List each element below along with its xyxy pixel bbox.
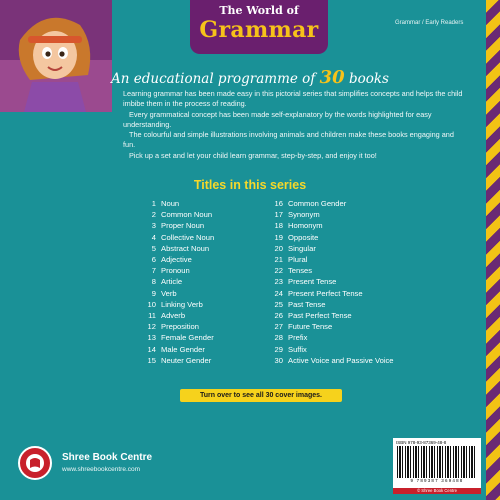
title-number: 21 [274,255,283,265]
title-number: 29 [274,344,283,354]
titles-list-left [138,198,214,366]
title-name: Proper Noun [161,221,205,231]
title-name: Noun [161,199,180,208]
title-name: Singular [288,243,316,253]
title-name: Neuter Gender [161,355,212,365]
title-name: Prefix [288,333,308,343]
title-number: 3 [151,221,156,231]
title-item [265,332,394,343]
title-number: 12 [147,322,156,332]
title-item [265,243,394,254]
title-item [265,310,394,321]
title-name: Opposite [288,232,319,242]
title-name: Common Noun [161,210,213,220]
title-name: Present Perfect Tense [288,288,363,298]
title-number: 7 [151,266,156,276]
title-item [265,276,394,287]
title-number: 10 [147,299,156,309]
title-item [265,299,394,310]
title-number: 9 [151,288,156,298]
title-item [138,310,214,321]
logo-main-text: Grammar [199,17,319,43]
title-item [138,276,214,287]
title-item [138,299,214,310]
title-item [265,321,394,332]
title-item [138,321,214,332]
title-name: Adverb [161,311,186,321]
barcode [393,438,481,494]
title-number: 1 [151,199,156,208]
title-name: Active Voice and Passive Voice [288,355,394,365]
series-logo [190,0,328,54]
title-number: 19 [274,232,283,242]
description-paragraph: Pick up a set and let your child learn grammar, step-by-step, and enjoy it too! [129,150,377,160]
title-item [265,209,394,220]
title-name: Future Tense [288,322,333,332]
title-name: Common Gender [288,199,347,208]
title-number: 30 [274,355,283,365]
description-paragraph: Learning grammar has been made easy in this pictorial series that simplifies concepts and helps the child imbibe them in the process of reading. [123,89,463,109]
title-item [138,254,214,265]
title-number: 26 [274,311,283,321]
title-number: 8 [151,277,156,287]
title-number: 27 [274,322,283,332]
title-item [138,355,214,366]
title-number: 17 [274,210,283,220]
title-number: 18 [274,221,283,231]
title-number: 22 [274,266,283,276]
title-number: 25 [274,299,283,309]
title-number: 4 [151,232,156,242]
title-number: 28 [274,333,283,343]
title-name: Adjective [161,255,192,265]
title-name: Female Gender [161,333,214,343]
title-item [138,344,214,355]
tagline-before: An educational programme of [111,71,320,87]
title-name: Male Gender [161,344,205,354]
title-number: 14 [147,344,156,354]
title-number: 15 [147,355,156,365]
isbn-text: ISBN 978-93-87369-48-8 [396,440,447,445]
publisher-logo-icon [18,446,52,480]
title-name: Present Tense [288,277,337,287]
category-label: Grammar / Early Readers [395,20,464,26]
title-name: Abstract Noun [161,243,210,253]
title-item [138,232,214,243]
turn-over-banner: Turn over to see all 30 cover images. [180,389,342,402]
title-item [138,332,214,343]
title-name: Verb [161,288,177,298]
title-number: 13 [147,333,156,343]
description-paragraph: Every grammatical concept has been made self-explanatory by the words highlighted for easy understanding. [123,109,432,129]
title-name: Collective Noun [161,232,215,242]
title-number: 24 [274,288,283,298]
tagline-after: books [344,71,389,87]
title-number: 16 [274,199,283,208]
description-paragraph: The colourful and simple illustrations involving animals and children make these books engaging and fun. [123,130,454,150]
title-item [265,220,394,231]
title-item [138,209,214,220]
barcode-bars [397,446,477,478]
title-name: Past Perfect Tense [288,311,352,321]
title-number: 6 [151,255,156,265]
title-name: Pronoun [161,266,190,276]
title-item [265,344,394,355]
barcode-footer: © Shree Book Centre [393,488,481,494]
title-name: Linking Verb [161,299,203,309]
title-number: 5 [151,243,156,253]
title-item [265,355,394,366]
description [123,89,463,161]
tagline-number: 30 [319,67,345,88]
title-item [138,288,214,299]
title-number: 23 [274,277,283,287]
tagline [0,67,500,88]
title-item [265,254,394,265]
title-item [265,265,394,276]
title-item [138,220,214,231]
title-number: 2 [151,210,156,220]
title-name: Past Tense [288,299,326,309]
title-number: 11 [148,311,156,321]
title-name: Article [161,277,183,287]
title-name: Tenses [288,266,313,276]
title-name: Plural [288,255,308,265]
publisher-url: www.shreebookcentre.com [62,466,141,473]
title-name: Preposition [161,322,199,332]
title-name: Suffix [288,344,307,354]
title-item [265,288,394,299]
series-title: Titles in this series [193,178,307,192]
titles-list-right [265,198,394,366]
title-item [138,265,214,276]
title-item [138,198,214,209]
title-item [265,198,394,209]
title-name: Synonym [288,210,320,220]
title-item [138,243,214,254]
title-number: 20 [274,243,283,253]
title-item [265,232,394,243]
barcode-digits: 9 789387 369488 [410,478,464,483]
publisher-name: Shree Book Centre [62,452,153,463]
title-name: Homonym [288,221,323,231]
girl-illustration [0,0,112,112]
logo-top-text: The World of [219,4,299,17]
